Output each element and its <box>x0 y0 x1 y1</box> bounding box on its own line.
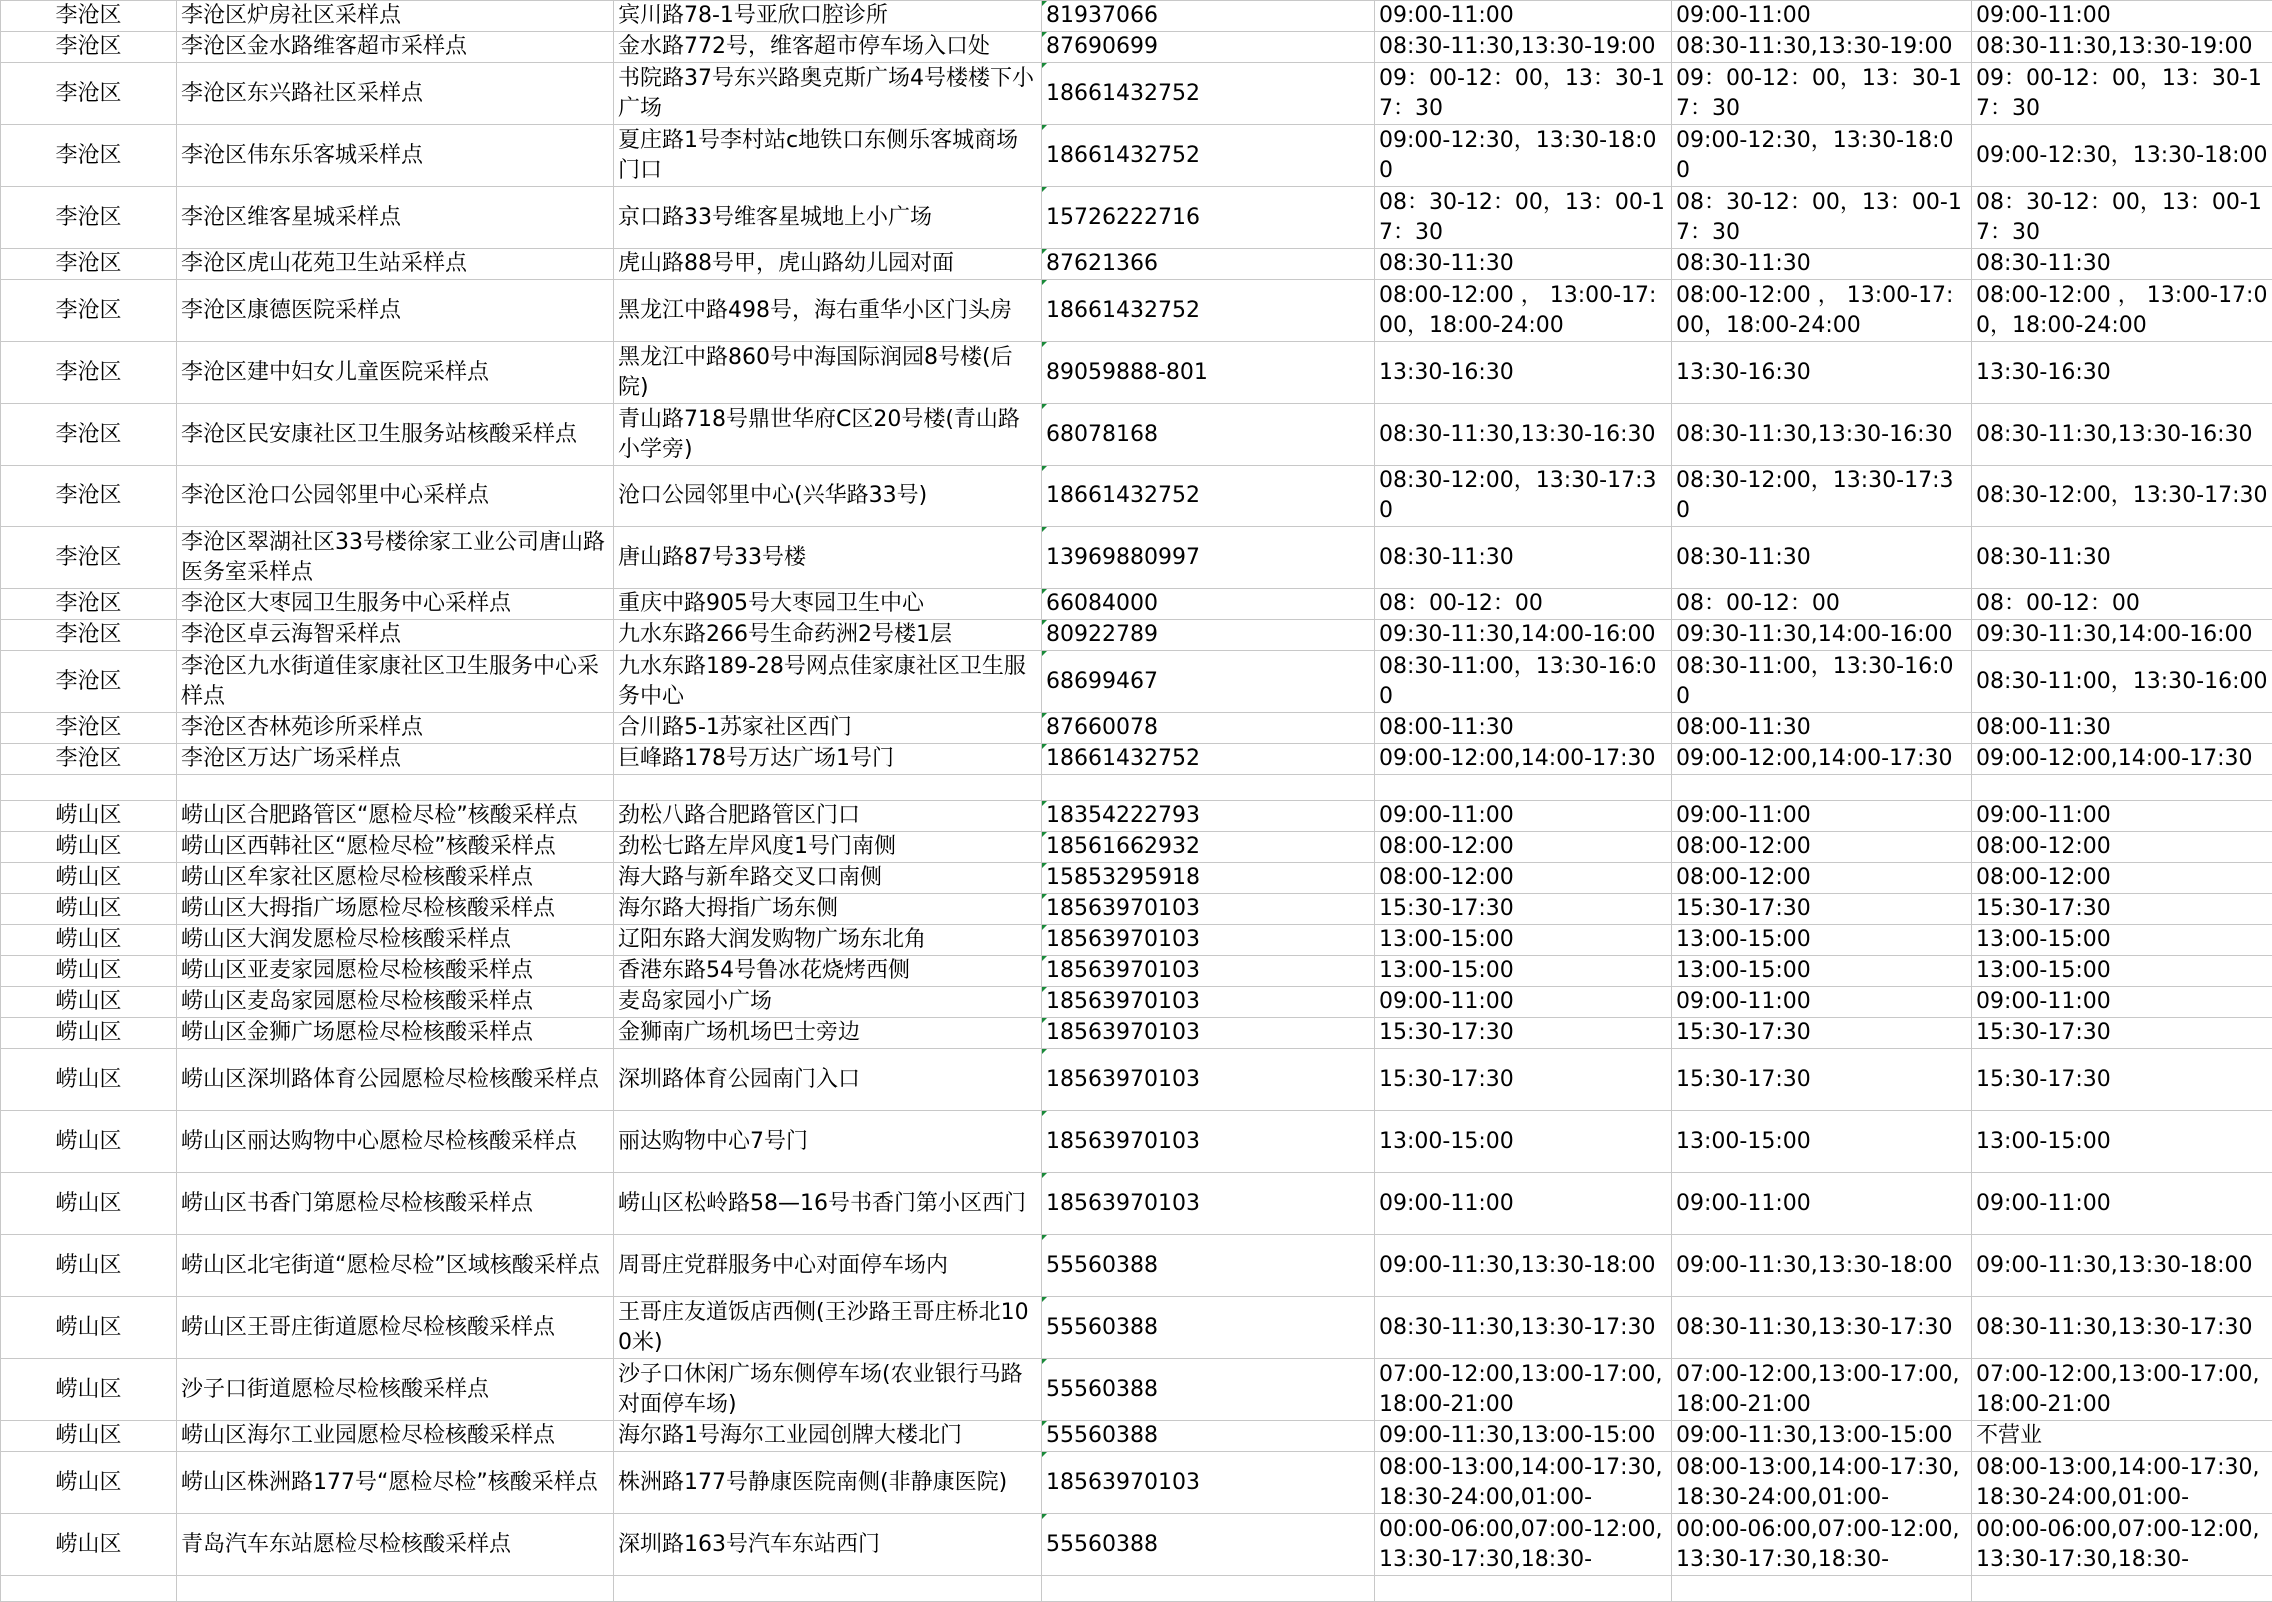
district-cell: 李沧区 <box>1 1 177 32</box>
phone-cell: 18563970103 <box>1042 1452 1375 1514</box>
address-cell: 王哥庄友道饭店西侧(王沙路王哥庄桥北100米) <box>614 1297 1042 1359</box>
district-cell: 崂山区 <box>1 1452 177 1514</box>
hours-day1-cell: 08：00-12：00 <box>1375 589 1672 620</box>
address-cell: 金水路772号，维客超市停车场入口处 <box>614 32 1042 63</box>
phone-cell: 18563970103 <box>1042 894 1375 925</box>
hours-day2-cell: 09：00-12：00，13：30-17：30 <box>1672 63 1972 125</box>
site-name-cell: 崂山区北宅街道“愿检尽检”区域核酸采样点 <box>177 1235 614 1297</box>
hours-day3-cell: 08:00-13:00,14:00-17:30,18:30-24:00,01:00- <box>1972 1452 2272 1514</box>
district-cell: 崂山区 <box>1 863 177 894</box>
table-row <box>1 1452 2272 1514</box>
table-row <box>1 32 2272 63</box>
hours-day2-cell: 08:00-12:00 ， 13:00-17:00，18:00-24:00 <box>1672 280 1972 342</box>
district-cell: 李沧区 <box>1 280 177 342</box>
table-row <box>1 863 2272 894</box>
site-name-cell: 李沧区万达广场采样点 <box>177 744 614 775</box>
hours-day3-cell: 08:30-11:30 <box>1972 527 2272 589</box>
address-cell: 夏庄路1号李村站c地铁口东侧乐客城商场门口 <box>614 125 1042 187</box>
hours-day3-cell: 09:00-11:30,13:30-18:00 <box>1972 1235 2272 1297</box>
phone-cell: 18563970103 <box>1042 1049 1375 1111</box>
hours-day2-cell: 08:30-11:30,13:30-17:30 <box>1672 1297 1972 1359</box>
hours-day1-cell: 08:00-12:00 <box>1375 832 1672 863</box>
address-cell: 崂山区松岭路58—16号书香门第小区西门 <box>614 1173 1042 1235</box>
site-name-cell: 崂山区大拇指广场愿检尽检核酸采样点 <box>177 894 614 925</box>
district-cell: 李沧区 <box>1 32 177 63</box>
hours-day3-cell: 07:00-12:00,13:00-17:00,18:00-21:00 <box>1972 1359 2272 1421</box>
hours-day3-cell: 08:30-11:30 <box>1972 249 2272 280</box>
hours-day2-cell: 15:30-17:30 <box>1672 1018 1972 1049</box>
hours-day2-cell: 08:30-11:30,13:30-19:00 <box>1672 32 1972 63</box>
hours-day3-cell: 08:30-11:30,13:30-19:00 <box>1972 32 2272 63</box>
district-cell: 崂山区 <box>1 1297 177 1359</box>
address-cell: 黑龙江中路498号，海右重华小区门头房 <box>614 280 1042 342</box>
hours-day2-cell: 08:30-12:00，13:30-17:30 <box>1672 466 1972 527</box>
district-cell: 李沧区 <box>1 620 177 651</box>
phone-cell: 18563970103 <box>1042 956 1375 987</box>
phone-cell: 18563970103 <box>1042 1173 1375 1235</box>
hours-day1-cell: 15:30-17:30 <box>1375 894 1672 925</box>
address-cell: 黑龙江中路860号中海国际润园8号楼(后院) <box>614 342 1042 404</box>
hours-day1-cell: 09:00-11:00 <box>1375 801 1672 832</box>
site-name-cell: 李沧区沧口公园邻里中心采样点 <box>177 466 614 527</box>
district-cell: 崂山区 <box>1 956 177 987</box>
district-cell: 崂山区 <box>1 1049 177 1111</box>
address-cell: 香港东路54号鲁冰花烧烤西侧 <box>614 956 1042 987</box>
hours-day1-cell: 08:00-12:00 ， 13:00-17:00，18:00-24:00 <box>1375 280 1672 342</box>
table-row <box>1 620 2272 651</box>
hours-day1-cell: 08:30-12:00，13:30-17:30 <box>1375 466 1672 527</box>
phone-cell: 80922789 <box>1042 620 1375 651</box>
hours-day2-cell: 09:00-11:30,13:30-18:00 <box>1672 1235 1972 1297</box>
hours-day2-cell: 09:00-12:30，13:30-18:00 <box>1672 125 1972 187</box>
site-name-cell: 李沧区卓云海智采样点 <box>177 620 614 651</box>
site-name-cell: 沙子口街道愿检尽检核酸采样点 <box>177 1359 614 1421</box>
hours-day2-cell: 13:00-15:00 <box>1672 1111 1972 1173</box>
phone-cell: 13969880997 <box>1042 527 1375 589</box>
site-name-cell: 李沧区翠湖社区33号楼徐家工业公司唐山路医务室采样点 <box>177 527 614 589</box>
hours-day3-cell: 09:30-11:30,14:00-16:00 <box>1972 620 2272 651</box>
table-row <box>1 404 2272 466</box>
site-name-cell: 李沧区建中妇女儿童医院采样点 <box>177 342 614 404</box>
hours-day1-cell: 09：00-12：00，13：30-17：30 <box>1375 63 1672 125</box>
hours-day2-cell: 00:00-06:00,07:00-12:00,13:30-17:30,18:30- <box>1672 1514 1972 1576</box>
hours-day3-cell: 09:00-12:30，13:30-18:00 <box>1972 125 2272 187</box>
district-cell: 李沧区 <box>1 466 177 527</box>
site-name-cell <box>177 1576 614 1602</box>
hours-day3-cell: 15:30-17:30 <box>1972 894 2272 925</box>
hours-day2-cell: 08：30-12：00，13：00-17：30 <box>1672 187 1972 249</box>
hours-day2-cell: 08:30-11:00，13:30-16:00 <box>1672 651 1972 713</box>
address-cell: 丽达购物中心7号门 <box>614 1111 1042 1173</box>
site-name-cell: 李沧区九水街道佳家康社区卫生服务中心采样点 <box>177 651 614 713</box>
table-row <box>1 527 2272 589</box>
district-cell: 崂山区 <box>1 925 177 956</box>
hours-day1-cell: 09:00-11:00 <box>1375 987 1672 1018</box>
hours-day1-cell: 08:30-11:00，13:30-16:00 <box>1375 651 1672 713</box>
phone-cell: 55560388 <box>1042 1235 1375 1297</box>
district-cell: 李沧区 <box>1 249 177 280</box>
site-name-cell <box>177 775 614 801</box>
hours-day2-cell: 08:00-12:00 <box>1672 863 1972 894</box>
hours-day2-cell: 08:00-12:00 <box>1672 832 1972 863</box>
site-name-cell: 崂山区金狮广场愿检尽检核酸采样点 <box>177 1018 614 1049</box>
site-name-cell: 崂山区丽达购物中心愿检尽检核酸采样点 <box>177 1111 614 1173</box>
site-name-cell: 崂山区株洲路177号“愿检尽检”核酸采样点 <box>177 1452 614 1514</box>
address-cell: 深圳路体育公园南门入口 <box>614 1049 1042 1111</box>
table-row <box>1 1235 2272 1297</box>
hours-day3-cell: 09:00-12:00,14:00-17:30 <box>1972 744 2272 775</box>
address-cell: 青山路718号鼎世华府C区20号楼(青山路小学旁) <box>614 404 1042 466</box>
address-cell: 京口路33号维客星城地上小广场 <box>614 187 1042 249</box>
table-row <box>1 125 2272 187</box>
table-row <box>1 1576 2272 1602</box>
hours-day1-cell: 08:00-12:00 <box>1375 863 1672 894</box>
table-row <box>1 1421 2272 1452</box>
table-row <box>1 1018 2272 1049</box>
district-cell: 崂山区 <box>1 987 177 1018</box>
district-cell: 崂山区 <box>1 832 177 863</box>
hours-day2-cell: 15:30-17:30 <box>1672 1049 1972 1111</box>
address-cell: 唐山路87号33号楼 <box>614 527 1042 589</box>
phone-cell <box>1042 775 1375 801</box>
hours-day1-cell: 15:30-17:30 <box>1375 1018 1672 1049</box>
site-name-cell: 崂山区牟家社区愿检尽检核酸采样点 <box>177 863 614 894</box>
hours-day3-cell: 08：00-12：00 <box>1972 589 2272 620</box>
phone-cell: 68078168 <box>1042 404 1375 466</box>
hours-day3-cell: 08：30-12：00，13：00-17：30 <box>1972 187 2272 249</box>
address-cell: 海尔路1号海尔工业园创牌大楼北门 <box>614 1421 1042 1452</box>
site-name-cell: 李沧区金水路维客超市采样点 <box>177 32 614 63</box>
phone-cell: 68699467 <box>1042 651 1375 713</box>
hours-day2-cell: 09:00-11:00 <box>1672 1 1972 32</box>
phone-cell: 89059888-801 <box>1042 342 1375 404</box>
hours-day1-cell: 08:00-11:30 <box>1375 713 1672 744</box>
phone-cell: 18563970103 <box>1042 1018 1375 1049</box>
hours-day3-cell: 08:30-11:00，13:30-16:00 <box>1972 651 2272 713</box>
table-row <box>1 1514 2272 1576</box>
address-cell: 九水东路189-28号网点佳家康社区卫生服务中心 <box>614 651 1042 713</box>
hours-day2-cell: 13:00-15:00 <box>1672 956 1972 987</box>
address-cell: 海大路与新牟路交叉口南侧 <box>614 863 1042 894</box>
hours-day3-cell: 08:30-11:30,13:30-16:30 <box>1972 404 2272 466</box>
hours-day2-cell: 08:30-11:30 <box>1672 527 1972 589</box>
hours-day2-cell: 08:00-13:00,14:00-17:30,18:30-24:00,01:00- <box>1672 1452 1972 1514</box>
hours-day3-cell: 08:00-11:30 <box>1972 713 2272 744</box>
table-row <box>1 1297 2272 1359</box>
table-row <box>1 1049 2272 1111</box>
address-cell: 虎山路88号甲，虎山路幼儿园对面 <box>614 249 1042 280</box>
hours-day2-cell: 08:00-11:30 <box>1672 713 1972 744</box>
hours-day1-cell: 08：30-12：00，13：00-17：30 <box>1375 187 1672 249</box>
site-name-cell: 李沧区杏林苑诊所采样点 <box>177 713 614 744</box>
site-name-cell: 崂山区麦岛家园愿检尽检核酸采样点 <box>177 987 614 1018</box>
hours-day3-cell: 不营业 <box>1972 1421 2272 1452</box>
table-row <box>1 956 2272 987</box>
table-row <box>1 1111 2272 1173</box>
site-name-cell: 李沧区维客星城采样点 <box>177 187 614 249</box>
phone-cell <box>1042 1576 1375 1602</box>
table-row <box>1 713 2272 744</box>
address-cell <box>614 1576 1042 1602</box>
hours-day2-cell: 08:30-11:30 <box>1672 249 1972 280</box>
site-name-cell: 崂山区亚麦家园愿检尽检核酸采样点 <box>177 956 614 987</box>
phone-cell: 87660078 <box>1042 713 1375 744</box>
address-cell: 劲松七路左岸风度1号门南侧 <box>614 832 1042 863</box>
hours-day1-cell: 08:00-13:00,14:00-17:30,18:30-24:00,01:00- <box>1375 1452 1672 1514</box>
hours-day3-cell: 08:30-12:00，13:30-17:30 <box>1972 466 2272 527</box>
table-row <box>1 832 2272 863</box>
hours-day1-cell: 13:00-15:00 <box>1375 1111 1672 1173</box>
address-cell: 沧口公园邻里中心(兴华路33号) <box>614 466 1042 527</box>
hours-day1-cell <box>1375 1576 1672 1602</box>
hours-day1-cell: 08:30-11:30,13:30-19:00 <box>1375 32 1672 63</box>
table-row <box>1 249 2272 280</box>
address-cell: 沙子口休闲广场东侧停车场(农业银行马路对面停车场) <box>614 1359 1042 1421</box>
site-name-cell: 崂山区深圳路体育公园愿检尽检核酸采样点 <box>177 1049 614 1111</box>
address-cell: 麦岛家园小广场 <box>614 987 1042 1018</box>
hours-day2-cell: 15:30-17:30 <box>1672 894 1972 925</box>
table-row <box>1 801 2272 832</box>
phone-cell: 87621366 <box>1042 249 1375 280</box>
address-cell: 合川路5-1苏家社区西门 <box>614 713 1042 744</box>
district-cell <box>1 775 177 801</box>
address-cell: 海尔路大拇指广场东侧 <box>614 894 1042 925</box>
district-cell: 崂山区 <box>1 801 177 832</box>
hours-day2-cell <box>1672 775 1972 801</box>
site-name-cell: 李沧区大枣园卫生服务中心采样点 <box>177 589 614 620</box>
phone-cell: 87690699 <box>1042 32 1375 63</box>
hours-day3-cell: 09:00-11:00 <box>1972 987 2272 1018</box>
site-name-cell: 崂山区西韩社区“愿检尽检”核酸采样点 <box>177 832 614 863</box>
phone-cell: 18661432752 <box>1042 280 1375 342</box>
hours-day2-cell: 13:00-15:00 <box>1672 925 1972 956</box>
district-cell: 李沧区 <box>1 713 177 744</box>
hours-day2-cell: 09:30-11:30,14:00-16:00 <box>1672 620 1972 651</box>
phone-cell: 18354222793 <box>1042 801 1375 832</box>
hours-day1-cell: 09:00-11:00 <box>1375 1 1672 32</box>
table-row <box>1 63 2272 125</box>
phone-cell: 18661432752 <box>1042 466 1375 527</box>
site-name-cell: 崂山区书香门第愿检尽检核酸采样点 <box>177 1173 614 1235</box>
district-cell: 李沧区 <box>1 651 177 713</box>
phone-cell: 55560388 <box>1042 1514 1375 1576</box>
hours-day1-cell: 08:30-11:30 <box>1375 527 1672 589</box>
district-cell: 崂山区 <box>1 1111 177 1173</box>
hours-day3-cell: 13:00-15:00 <box>1972 925 2272 956</box>
hours-day1-cell: 09:00-12:00,14:00-17:30 <box>1375 744 1672 775</box>
hours-day2-cell: 09:00-11:30,13:00-15:00 <box>1672 1421 1972 1452</box>
table-row <box>1 342 2272 404</box>
district-cell: 李沧区 <box>1 125 177 187</box>
table-row <box>1 1 2272 32</box>
hours-day1-cell: 08:30-11:30,13:30-16:30 <box>1375 404 1672 466</box>
district-cell: 李沧区 <box>1 342 177 404</box>
hours-day3-cell: 13:00-15:00 <box>1972 1111 2272 1173</box>
address-cell: 金狮南广场机场巴士旁边 <box>614 1018 1042 1049</box>
table-row <box>1 775 2272 801</box>
hours-day3-cell: 09:00-11:00 <box>1972 1 2272 32</box>
hours-day2-cell: 09:00-11:00 <box>1672 801 1972 832</box>
site-name-cell: 李沧区康德医院采样点 <box>177 280 614 342</box>
district-cell: 李沧区 <box>1 63 177 125</box>
address-cell: 株洲路177号静康医院南侧(非静康医院) <box>614 1452 1042 1514</box>
site-name-cell: 李沧区伟东乐客城采样点 <box>177 125 614 187</box>
table-row <box>1 987 2272 1018</box>
address-cell: 劲松八路合肥路管区门口 <box>614 801 1042 832</box>
hours-day2-cell: 09:00-11:00 <box>1672 1173 1972 1235</box>
hours-day1-cell: 09:00-12:30，13:30-18:00 <box>1375 125 1672 187</box>
hours-day1-cell: 08:30-11:30 <box>1375 249 1672 280</box>
table-body <box>1 1 2272 1602</box>
table-row <box>1 1359 2272 1421</box>
district-cell: 崂山区 <box>1 1173 177 1235</box>
hours-day2-cell <box>1672 1576 1972 1602</box>
hours-day3-cell: 09：00-12：00，13：30-17：30 <box>1972 63 2272 125</box>
hours-day3-cell: 08:30-11:30,13:30-17:30 <box>1972 1297 2272 1359</box>
table-row <box>1 280 2272 342</box>
hours-day3-cell: 15:30-17:30 <box>1972 1049 2272 1111</box>
district-cell <box>1 1576 177 1602</box>
hours-day1-cell: 07:00-12:00,13:00-17:00,18:00-21:00 <box>1375 1359 1672 1421</box>
hours-day3-cell <box>1972 1576 2272 1602</box>
phone-cell: 18563970103 <box>1042 987 1375 1018</box>
hours-day1-cell: 15:30-17:30 <box>1375 1049 1672 1111</box>
address-cell: 周哥庄党群服务中心对面停车场内 <box>614 1235 1042 1297</box>
site-name-cell: 李沧区民安康社区卫生服务站核酸采样点 <box>177 404 614 466</box>
hours-day3-cell: 00:00-06:00,07:00-12:00,13:30-17:30,18:30- <box>1972 1514 2272 1576</box>
hours-day2-cell: 08:30-11:30,13:30-16:30 <box>1672 404 1972 466</box>
hours-day3-cell: 13:00-15:00 <box>1972 956 2272 987</box>
district-cell: 崂山区 <box>1 1421 177 1452</box>
district-cell: 李沧区 <box>1 744 177 775</box>
phone-cell: 55560388 <box>1042 1359 1375 1421</box>
hours-day2-cell: 07:00-12:00,13:00-17:00,18:00-21:00 <box>1672 1359 1972 1421</box>
hours-day3-cell <box>1972 775 2272 801</box>
phone-cell: 55560388 <box>1042 1421 1375 1452</box>
hours-day1-cell <box>1375 775 1672 801</box>
hours-day1-cell: 09:00-11:30,13:00-15:00 <box>1375 1421 1672 1452</box>
table-row <box>1 187 2272 249</box>
hours-day3-cell: 09:00-11:00 <box>1972 1173 2272 1235</box>
hours-day1-cell: 09:00-11:30,13:30-18:00 <box>1375 1235 1672 1297</box>
site-name-cell: 崂山区大润发愿检尽检核酸采样点 <box>177 925 614 956</box>
hours-day2-cell: 08：00-12：00 <box>1672 589 1972 620</box>
phone-cell: 18661432752 <box>1042 125 1375 187</box>
address-cell: 书院路37号东兴路奥克斯广场4号楼楼下小广场 <box>614 63 1042 125</box>
district-cell: 崂山区 <box>1 1514 177 1576</box>
table-row <box>1 1173 2272 1235</box>
phone-cell: 18563970103 <box>1042 1111 1375 1173</box>
hours-day2-cell: 13:30-16:30 <box>1672 342 1972 404</box>
district-cell: 崂山区 <box>1 894 177 925</box>
phone-cell: 66084000 <box>1042 589 1375 620</box>
table-row <box>1 925 2272 956</box>
address-cell: 重庆中路905号大枣园卫生中心 <box>614 589 1042 620</box>
address-cell: 九水东路266号生命药洲2号楼1层 <box>614 620 1042 651</box>
hours-day1-cell: 09:00-11:00 <box>1375 1173 1672 1235</box>
address-cell: 巨峰路178号万达广场1号门 <box>614 744 1042 775</box>
phone-cell: 81937066 <box>1042 1 1375 32</box>
phone-cell: 15853295918 <box>1042 863 1375 894</box>
phone-cell: 18661432752 <box>1042 744 1375 775</box>
hours-day1-cell: 00:00-06:00,07:00-12:00,13:30-17:30,18:30- <box>1375 1514 1672 1576</box>
table-row <box>1 651 2272 713</box>
district-cell: 李沧区 <box>1 187 177 249</box>
hours-day1-cell: 09:30-11:30,14:00-16:00 <box>1375 620 1672 651</box>
site-name-cell: 崂山区王哥庄街道愿检尽检核酸采样点 <box>177 1297 614 1359</box>
phone-cell: 55560388 <box>1042 1297 1375 1359</box>
district-cell: 李沧区 <box>1 404 177 466</box>
district-cell: 崂山区 <box>1 1359 177 1421</box>
site-name-cell: 崂山区合肥路管区“愿检尽检”核酸采样点 <box>177 801 614 832</box>
table-row <box>1 894 2272 925</box>
address-cell: 辽阳东路大润发购物广场东北角 <box>614 925 1042 956</box>
address-cell <box>614 775 1042 801</box>
phone-cell: 18561662932 <box>1042 832 1375 863</box>
phone-cell: 18661432752 <box>1042 63 1375 125</box>
site-name-cell: 李沧区虎山花苑卫生站采样点 <box>177 249 614 280</box>
district-cell: 崂山区 <box>1 1018 177 1049</box>
site-name-cell: 青岛汽车东站愿检尽检核酸采样点 <box>177 1514 614 1576</box>
site-name-cell: 李沧区东兴路社区采样点 <box>177 63 614 125</box>
hours-day2-cell: 09:00-12:00,14:00-17:30 <box>1672 744 1972 775</box>
site-name-cell: 李沧区炉房社区采样点 <box>177 1 614 32</box>
hours-day3-cell: 15:30-17:30 <box>1972 1018 2272 1049</box>
phone-cell: 15726222716 <box>1042 187 1375 249</box>
site-name-cell: 崂山区海尔工业园愿检尽检核酸采样点 <box>177 1421 614 1452</box>
phone-cell: 18563970103 <box>1042 925 1375 956</box>
hours-day1-cell: 08:30-11:30,13:30-17:30 <box>1375 1297 1672 1359</box>
hours-day1-cell: 13:30-16:30 <box>1375 342 1672 404</box>
table-row <box>1 589 2272 620</box>
hours-day1-cell: 13:00-15:00 <box>1375 925 1672 956</box>
district-cell: 李沧区 <box>1 589 177 620</box>
district-cell: 李沧区 <box>1 527 177 589</box>
table-row <box>1 466 2272 527</box>
district-cell: 崂山区 <box>1 1235 177 1297</box>
hours-day3-cell: 09:00-11:00 <box>1972 801 2272 832</box>
hours-day2-cell: 09:00-11:00 <box>1672 987 1972 1018</box>
hours-day3-cell: 08:00-12:00 <box>1972 832 2272 863</box>
address-cell: 宾川路78-1号亚欣口腔诊所 <box>614 1 1042 32</box>
hours-day3-cell: 13:30-16:30 <box>1972 342 2272 404</box>
hours-day3-cell: 08:00-12:00 <box>1972 863 2272 894</box>
hours-day3-cell: 08:00-12:00 ， 13:00-17:00，18:00-24:00 <box>1972 280 2272 342</box>
table-row <box>1 744 2272 775</box>
hours-day1-cell: 13:00-15:00 <box>1375 956 1672 987</box>
address-cell: 深圳路163号汽车东站西门 <box>614 1514 1042 1576</box>
